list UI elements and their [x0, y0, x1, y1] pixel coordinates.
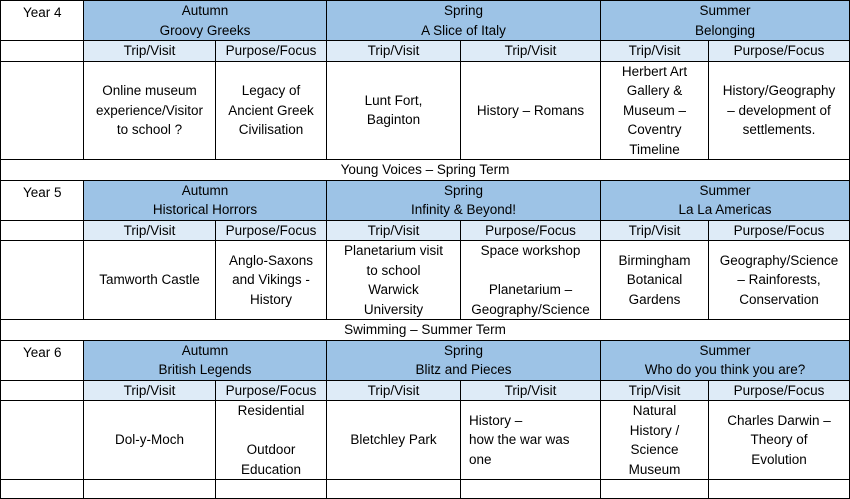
purpose-cell [461, 241, 601, 320]
empty-cell [84, 480, 216, 499]
cell-line: History – Romans [476, 102, 585, 118]
column-subheader: Purpose/Focus [216, 41, 327, 62]
empty-cell [1, 61, 84, 160]
cell-line: Gardens [628, 291, 681, 307]
purpose-cell [216, 61, 327, 160]
trip-cell [601, 61, 709, 160]
term-banner: Young Voices – Spring Term [1, 160, 850, 181]
term-topic: La La Americas [678, 202, 772, 217]
cell-line: Botanical [626, 272, 683, 288]
term-season: Autumn [181, 342, 229, 358]
year-label: Year 6 [1, 340, 84, 380]
column-subheader: Trip/Visit [601, 380, 709, 401]
term-topic: British Legends [158, 362, 252, 377]
cell-line: Herbert Art [621, 63, 688, 79]
cell-line: Ancient Greek [228, 102, 314, 118]
term-banner: Swimming – Summer Term [1, 320, 850, 341]
year-label: Year 5 [1, 180, 84, 220]
cell-line: Anglo-Saxons [228, 252, 314, 268]
empty-cell [461, 480, 601, 499]
cell-line: and Vikings - [232, 272, 310, 288]
cell-line: Tamworth Castle [99, 272, 200, 288]
term-header-spring [327, 180, 601, 220]
trip-cell [327, 241, 461, 320]
column-subheader: Trip/Visit [84, 220, 216, 241]
term-topic: Belonging [694, 22, 756, 38]
cell-line: Baginton [366, 112, 421, 128]
empty-cell [327, 480, 461, 499]
empty-cell [1, 480, 84, 499]
column-subheader: Purpose/Focus [709, 220, 850, 241]
column-subheader: Purpose/Focus [216, 220, 327, 241]
empty-cell [601, 480, 709, 499]
trip-cell [84, 61, 216, 160]
cell-line: Museum [628, 461, 681, 477]
cell-line: Geography/Science [719, 252, 839, 268]
cell-line: Warwick [368, 282, 419, 297]
line-gap [218, 421, 324, 441]
empty-cell [1, 41, 84, 62]
cell-line: one [469, 451, 492, 467]
cell-line: Planetarium – [488, 282, 573, 297]
trip-cell [327, 401, 461, 480]
term-topic: Historical Horrors [152, 202, 258, 217]
purpose-cell [216, 241, 327, 320]
cell-line: Space workshop [480, 243, 581, 258]
cell-line: History / [629, 422, 680, 438]
column-subheader: Purpose/Focus [216, 380, 327, 401]
cell-line: Dol-y-Moch [114, 432, 184, 448]
cell-line: – Rainforests, [737, 272, 821, 288]
column-subheader: Trip/Visit [84, 41, 216, 62]
column-subheader: Trip/Visit [601, 41, 709, 62]
cell-line: History – [469, 412, 523, 428]
term-topic: Infinity & Beyond! [410, 202, 517, 217]
cell-line: Museum – [623, 102, 687, 118]
column-subheader: Purpose/Focus [709, 380, 850, 401]
cell-line: Coventry [627, 122, 682, 137]
column-subheader: Trip/Visit [461, 380, 601, 401]
cell-line: – development of [727, 102, 831, 118]
cell-line: Bletchley Park [350, 432, 437, 448]
cell-line: Conservation [739, 291, 819, 307]
cell-line: settlements. [742, 122, 816, 137]
term-season: Autumn [181, 3, 229, 18]
cell-line: Residential [237, 403, 305, 418]
cell-line: Timeline [629, 141, 680, 157]
purpose-cell [709, 241, 850, 320]
cell-line: Charles Darwin – [727, 412, 831, 428]
cell-line: Education [240, 461, 302, 477]
cell-line: Outdoor [246, 442, 296, 457]
empty-cell [1, 401, 84, 480]
cell-line: Evolution [751, 451, 807, 467]
term-header-autumn [84, 180, 327, 220]
trip-cell [601, 241, 709, 320]
term-season: Spring [443, 342, 484, 358]
year-label: Year 4 [1, 1, 84, 41]
purpose-cell [709, 401, 850, 480]
line-gap [463, 261, 598, 281]
empty-cell [709, 480, 850, 499]
term-season: Spring [443, 3, 484, 18]
cell-line: how the war was [469, 432, 570, 448]
cell-line: History/Geography [722, 83, 836, 98]
cell-line: to school ? [116, 122, 183, 137]
empty-cell [1, 241, 84, 320]
term-header-autumn [84, 340, 327, 380]
term-header-spring [327, 1, 601, 41]
purpose-cell [709, 61, 850, 160]
cell-line: History [249, 291, 292, 307]
column-subheader: Trip/Visit [601, 220, 709, 241]
term-season: Autumn [181, 182, 229, 198]
cell-line: Planetarium visit [343, 243, 444, 258]
column-subheader: Purpose/Focus [461, 220, 601, 241]
column-subheader: Trip/Visit [327, 220, 461, 241]
empty-cell [216, 480, 327, 499]
cell-line: experience/Visitor [95, 102, 204, 118]
purpose-cell [216, 401, 327, 480]
trip-cell [327, 61, 461, 160]
column-subheader: Trip/Visit [461, 41, 601, 62]
term-header-summer [601, 340, 850, 380]
trip-cell [84, 401, 216, 480]
cell-line: Legacy of [241, 83, 301, 98]
cell-line: Theory of [750, 432, 808, 448]
trip-cell [601, 401, 709, 480]
trip-cell [461, 61, 601, 160]
column-subheader: Trip/Visit [327, 380, 461, 401]
term-season: Summer [699, 342, 751, 358]
cell-line: University [363, 301, 424, 317]
cell-line: Geography/Science [471, 301, 590, 317]
term-header-summer [601, 180, 850, 220]
column-subheader: Purpose/Focus [709, 41, 850, 62]
cell-line: Lunt Fort, [364, 92, 423, 108]
term-header-autumn [84, 1, 327, 41]
term-season: Summer [699, 182, 751, 198]
term-season: Spring [443, 182, 484, 198]
cell-line: Birmingham [618, 252, 691, 268]
column-subheader: Trip/Visit [327, 41, 461, 62]
term-topic: A Slice of Italy [421, 22, 506, 38]
cell-line: Online museum [102, 83, 197, 98]
column-subheader: Trip/Visit [84, 380, 216, 401]
trip-cell [461, 401, 601, 480]
cell-line: Civilisation [238, 122, 304, 137]
cell-line: Science [630, 442, 679, 457]
cell-line: Natural [632, 403, 677, 418]
empty-cell [1, 380, 84, 401]
term-season: Summer [699, 3, 751, 18]
empty-cell [1, 220, 84, 241]
term-header-spring [327, 340, 601, 380]
term-topic: Blitz and Pieces [415, 362, 512, 377]
term-topic: Who do you think you are? [644, 362, 806, 377]
term-header-summer [601, 1, 850, 41]
cell-line: to school [366, 262, 421, 278]
term-topic: Groovy Greeks [159, 22, 251, 38]
trip-cell [84, 241, 216, 320]
cell-line: Gallery & [626, 83, 683, 98]
